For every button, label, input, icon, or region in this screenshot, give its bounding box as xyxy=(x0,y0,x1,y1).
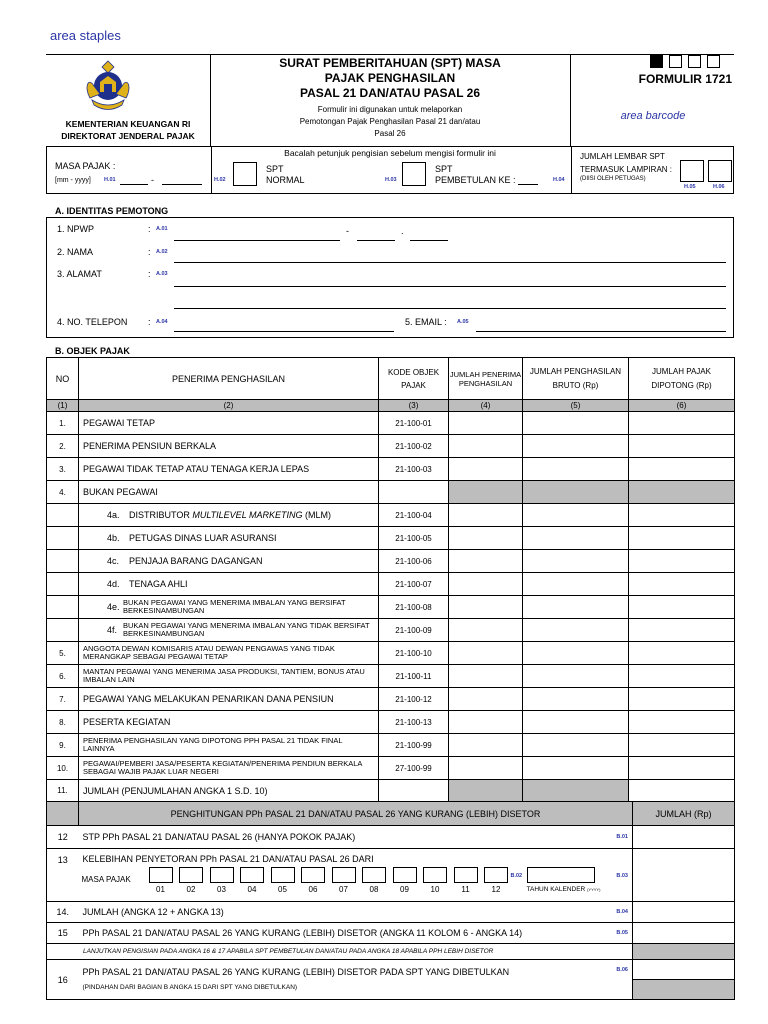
jumlah-penerima-cell[interactable] xyxy=(449,711,523,734)
row-label xyxy=(79,711,379,734)
row-label-text: BUKAN PEGAWAI xyxy=(83,487,158,497)
dipotong-cell[interactable] xyxy=(629,458,735,481)
pembetulan-ke-field[interactable] xyxy=(518,184,538,185)
row-kode: 21-100-09 xyxy=(379,619,449,642)
form-description-3: Pasal 26 xyxy=(374,129,406,138)
row-kode: 21-100-05 xyxy=(379,527,449,550)
row-label-text: PEGAWAI/PEMBERI JASA/PESERTA KEGIATAN/PENERIMA PENDIUN BERKALA SEBAGAI WAJIB PAJAK LUAR NEGERI xyxy=(83,759,362,776)
dipotong-cell xyxy=(629,481,735,504)
table-row xyxy=(47,527,735,550)
code-h04: H.04 xyxy=(553,177,565,183)
row-12-no: 12 xyxy=(47,826,79,849)
table-row xyxy=(47,734,735,757)
jumlah-penerima-cell[interactable] xyxy=(449,573,523,596)
row-label xyxy=(79,619,379,642)
row-label-text: ANGGOTA DEWAN KOMISARIS ATAU DEWAN PENGAWAS YANG TIDAK MERANGKAP SEBAGAI PEGAWAI TETAP xyxy=(83,644,335,661)
code-a04: A.04 xyxy=(156,319,168,325)
spt-normal-checkbox[interactable] xyxy=(233,162,257,186)
header-dipotong: JUMLAH PAJAK DIPOTONG (Rp) xyxy=(629,358,735,400)
row-12-amount[interactable] xyxy=(633,826,735,849)
row-no: 2. xyxy=(47,435,79,458)
table-row xyxy=(47,412,735,435)
row-label xyxy=(79,688,379,711)
dipotong-cell[interactable] xyxy=(629,688,735,711)
row-label xyxy=(79,757,379,780)
row-13-no: 13 xyxy=(47,849,79,902)
row-sub-no: 4e. xyxy=(107,602,120,612)
month-checkbox-08[interactable] xyxy=(362,867,386,883)
dipotong-cell[interactable] xyxy=(629,435,735,458)
dipotong-cell[interactable] xyxy=(629,734,735,757)
bruto-cell[interactable] xyxy=(523,642,629,665)
dipotong-cell[interactable] xyxy=(629,504,735,527)
table-row xyxy=(47,757,735,780)
row-kode: 21-100-04 xyxy=(379,504,449,527)
row-label-text: BUKAN PEGAWAI YANG MENERIMA IMBALAN YANG BERSIFAT BERKESINAMBUNGAN xyxy=(123,598,346,615)
header-jumlah-penerima: JUMLAH PENERIMA PENGHASILAN xyxy=(449,358,523,400)
row-kode: 21-100-06 xyxy=(379,550,449,573)
jumlah-lembar-label-2: TERMASUK LAMPIRAN : xyxy=(580,165,673,174)
month-label: 09 xyxy=(400,885,409,894)
spt-normal-label-1: SPT xyxy=(266,164,284,174)
row-kode xyxy=(379,481,449,504)
bruto-cell[interactable] xyxy=(523,573,629,596)
row-label-text: TENAGA AHLI xyxy=(129,579,188,589)
jumlah-penerima-cell[interactable] xyxy=(449,504,523,527)
month-checkbox-09[interactable] xyxy=(393,867,417,883)
nama-colon: : xyxy=(148,247,151,257)
column-number-5: (5) xyxy=(523,400,629,412)
ministry-name: KEMENTERIAN KEUANGAN RI xyxy=(65,119,191,129)
page-marker-box xyxy=(688,55,701,68)
row-no: 3. xyxy=(47,458,79,481)
row-label xyxy=(79,665,379,688)
month-checkbox-06[interactable] xyxy=(301,867,325,883)
jumlah-penerima-cell[interactable] xyxy=(449,757,523,780)
row-sub-no: 4a. xyxy=(107,510,120,520)
jumlah-lembar-box-1[interactable] xyxy=(680,160,704,182)
jumlah-penerima-cell[interactable] xyxy=(449,596,523,619)
bruto-cell[interactable] xyxy=(523,665,629,688)
npwp-field-branch[interactable] xyxy=(357,240,395,241)
month-label: 02 xyxy=(186,885,196,894)
month-label: 03 xyxy=(217,885,226,894)
month-label: 06 xyxy=(308,885,318,894)
alamat-colon: : xyxy=(148,269,151,279)
dipotong-cell[interactable] xyxy=(629,711,735,734)
row-label-italic: MULTILEVEL MARKETING xyxy=(192,510,303,520)
bruto-cell[interactable] xyxy=(523,711,629,734)
row-label-text: PEGAWAI TIDAK TETAP ATAU TENAGA KERJA LEPAS xyxy=(83,464,310,474)
row-label xyxy=(79,412,379,435)
row-label xyxy=(79,780,379,802)
row-no: 7. xyxy=(47,688,79,711)
row-no xyxy=(47,504,79,527)
table-row xyxy=(47,596,735,619)
code-h01: H.01 xyxy=(104,177,116,183)
row-kode: 21-100-02 xyxy=(379,435,449,458)
header-no: NO xyxy=(47,358,79,400)
month-label: 08 xyxy=(369,885,379,894)
bruto-cell[interactable] xyxy=(523,458,629,481)
row-13-amount[interactable] xyxy=(633,849,735,902)
dipotong-cell[interactable] xyxy=(629,596,735,619)
npwp-dot: . xyxy=(401,226,404,236)
formulir-number: FORMULIR 1721 xyxy=(638,72,732,86)
row-no xyxy=(47,573,79,596)
row-label xyxy=(79,458,379,481)
npwp-field-suffix[interactable] xyxy=(410,240,448,241)
spt-normal-label-2: NORMAL xyxy=(266,175,305,185)
telepon-label: 4. NO. TELEPON xyxy=(57,317,128,327)
row-label xyxy=(79,527,379,550)
column-number-2: (2) xyxy=(79,400,379,412)
row-15-amount[interactable] xyxy=(633,923,735,944)
row-label-post: (MLM) xyxy=(302,510,332,520)
code-h03: H.03 xyxy=(385,177,397,183)
row-14-amount[interactable] xyxy=(633,902,735,923)
jumlah-penerima-cell[interactable] xyxy=(449,412,523,435)
row-kode: 21-100-11 xyxy=(379,665,449,688)
row-14-label: JUMLAH (ANGKA 12 + ANGKA 13) xyxy=(82,907,224,917)
directorate-name: DIREKTORAT JENDERAL PAJAK xyxy=(61,131,195,141)
row-kode: 21-100-03 xyxy=(379,458,449,481)
month-label: 04 xyxy=(247,885,257,894)
row-kode: 21-100-13 xyxy=(379,711,449,734)
row-label-text: BUKAN PEGAWAI YANG MENERIMA IMBALAN YANG TIDAK BERSIFAT BERKESINAMBUNGAN xyxy=(123,621,370,638)
bruto-cell[interactable] xyxy=(523,688,629,711)
yyyy-label: (YYYY) xyxy=(587,887,601,892)
month-label: 12 xyxy=(491,885,501,894)
jumlah-lembar-label-1: JUMLAH LEMBAR SPT xyxy=(580,152,665,161)
table-row xyxy=(47,458,735,481)
row-label-text: PENJAJA BARANG DAGANGAN xyxy=(129,556,263,566)
bruto-cell[interactable] xyxy=(523,504,629,527)
row-kode: 21-100-10 xyxy=(379,642,449,665)
area-barcode-label: area barcode xyxy=(620,110,686,122)
jumlah-penerima-cell[interactable] xyxy=(449,734,523,757)
page-marker-filled xyxy=(650,55,663,68)
column-number-3: (3) xyxy=(379,400,449,412)
jumlah-penerima-cell[interactable] xyxy=(449,435,523,458)
code-b01: B.01 xyxy=(616,834,628,840)
jumlah-penerima-cell[interactable] xyxy=(449,665,523,688)
dipotong-cell[interactable] xyxy=(629,642,735,665)
spt-pembetulan-label-1: SPT xyxy=(435,164,453,174)
section-a-title: A. IDENTITAS PEMOTONG xyxy=(55,206,169,216)
table-row xyxy=(47,573,735,596)
row-label xyxy=(79,550,379,573)
dipotong-cell[interactable] xyxy=(629,619,735,642)
row-sub-no: 4f. xyxy=(107,625,118,635)
masa-pajak-label: MASA PAJAK : xyxy=(55,161,116,171)
row-label xyxy=(79,481,379,504)
row-no xyxy=(47,527,79,550)
form-description-2: Pemotongan Pajak Penghasilan Pasal 21 dan/atau xyxy=(299,117,481,126)
diisi-petugas-label: (DIISI OLEH PETUGAS) xyxy=(580,176,646,182)
month-checkbox-05[interactable] xyxy=(271,867,295,883)
row-sub-no: 4c. xyxy=(107,556,120,566)
table-row xyxy=(47,481,735,504)
masa-dash: - xyxy=(151,175,154,185)
code-a02: A.02 xyxy=(156,249,168,255)
column-number-4: (4) xyxy=(449,400,523,412)
row-kode: 21-100-12 xyxy=(379,688,449,711)
table-row xyxy=(47,688,735,711)
nama-field[interactable] xyxy=(174,262,726,263)
row-kode: 21-100-08 xyxy=(379,596,449,619)
row-no: 4. xyxy=(47,481,79,504)
tahun-kalender-field[interactable] xyxy=(527,867,595,883)
column-number-1: (1) xyxy=(47,400,79,412)
dipotong-cell[interactable] xyxy=(629,573,735,596)
row-14-no: 14. xyxy=(47,902,79,923)
jumlah-penerima-cell[interactable] xyxy=(449,550,523,573)
month-checkbox-10[interactable] xyxy=(423,867,447,883)
jumlah-penerima-cell[interactable] xyxy=(449,642,523,665)
code-b06: B.06 xyxy=(616,967,628,973)
row-13-label: KELEBIHAN PENYETORAN PPh PASAL 21 DAN/ATAU PASAL 26 DARI xyxy=(82,854,374,864)
dipotong-cell[interactable] xyxy=(629,665,735,688)
row-16-no: 16 xyxy=(47,960,79,1000)
code-h06: H.06 xyxy=(713,184,725,190)
bruto-cell[interactable] xyxy=(523,527,629,550)
npwp-field-main[interactable] xyxy=(174,240,340,241)
code-b04: B.04 xyxy=(616,909,628,915)
bruto-cell[interactable] xyxy=(523,734,629,757)
header-kode: KODE OBJEK PAJAK xyxy=(379,358,449,400)
month-label: 05 xyxy=(278,885,287,894)
row-16-sub: (PINDAHAN DARI BAGIAN B ANGKA 15 DARI SPT YANG DIBETULKAN) xyxy=(82,984,298,991)
form-title-line2: PAJAK PENGHASILAN xyxy=(324,71,456,85)
row-no xyxy=(47,596,79,619)
perhitungan-jumlah-header: JUMLAH (Rp) xyxy=(633,802,735,826)
masa-month-field[interactable] xyxy=(120,184,148,185)
row-label-text: PETUGAS DINAS LUAR ASURANSI xyxy=(129,533,277,543)
code-a03: A.03 xyxy=(156,271,168,277)
month-checkbox-01[interactable] xyxy=(149,867,173,883)
month-checkbox-12[interactable] xyxy=(484,867,508,883)
column-number-6: (6) xyxy=(629,400,735,412)
lanjutkan-note: LANJUTKAN PENGISIAN PADA ANGKA 16 & 17 APABILA SPT PEMBETULAN DAN/ATAU PADA ANGKA 18 APABILA PPH LEBIH DISETOR xyxy=(47,944,633,960)
code-b05: B.05 xyxy=(616,930,628,936)
alamat-field-line1[interactable] xyxy=(174,286,726,287)
dipotong-cell[interactable] xyxy=(629,550,735,573)
month-label: 07 xyxy=(339,885,348,894)
table-row xyxy=(47,619,735,642)
alamat-field-line2[interactable] xyxy=(174,308,726,309)
row-label-text: PESERTA KEGIATAN xyxy=(83,717,171,727)
dipotong-cell[interactable] xyxy=(629,757,735,780)
npwp-dash: - xyxy=(346,226,349,236)
month-checkbox-02[interactable] xyxy=(179,867,203,883)
row-kode: 27-100-99 xyxy=(379,757,449,780)
table-row xyxy=(47,711,735,734)
spt-pembetulan-checkbox[interactable] xyxy=(402,162,426,186)
row-13-masa-pajak-label: MASA PAJAK xyxy=(81,875,131,884)
email-label: 5. EMAIL : xyxy=(405,317,447,327)
code-b02: B.02 xyxy=(510,873,523,879)
month-checkbox-07[interactable] xyxy=(332,867,356,883)
row-label xyxy=(79,596,379,619)
instruction-text: Bacalah petunjuk pengisian sebelum mengisi formulir ini xyxy=(284,148,496,158)
bruto-cell xyxy=(523,780,629,802)
row-no: 1. xyxy=(47,412,79,435)
perhitungan-title: PENGHITUNGAN PPh PASAL 21 DAN/ATAU PASAL 26 YANG KURANG (LEBIH) DISETOR xyxy=(79,802,633,826)
code-b03: B.03 xyxy=(616,873,628,879)
row-label xyxy=(79,573,379,596)
row-no: 5. xyxy=(47,642,79,665)
month-label: 10 xyxy=(430,885,440,894)
row-label-text: PENERIMA PENSIUN BERKALA xyxy=(83,441,217,451)
header-bruto: JUMLAH PENGHASILAN BRUTO (Rp) xyxy=(523,358,629,400)
table-row xyxy=(47,435,735,458)
table-row xyxy=(47,504,735,527)
month-label: 01 xyxy=(156,885,165,894)
row-label xyxy=(79,734,379,757)
row-no xyxy=(47,619,79,642)
jumlah-lembar-box-2[interactable] xyxy=(708,160,732,182)
jumlah-penerima-cell[interactable] xyxy=(449,688,523,711)
row-label-text: JUMLAH (PENJUMLAHAN ANGKA 1 S.D. 10) xyxy=(83,785,268,796)
jumlah-penerima-cell[interactable] xyxy=(449,527,523,550)
form-title-line3: PASAL 21 DAN/ATAU PASAL 26 xyxy=(299,86,481,100)
month-checkbox-04[interactable] xyxy=(240,867,264,883)
row-16-amount[interactable] xyxy=(633,960,734,980)
code-a05: A.05 xyxy=(457,319,469,325)
nama-label: 2. NAMA xyxy=(57,247,94,257)
page-marker-box xyxy=(669,55,682,68)
dipotong-cell[interactable] xyxy=(629,527,735,550)
row-kode xyxy=(379,780,449,802)
row-label-text: MANTAN PEGAWAI YANG MENERIMA JASA PRODUKSI, TANTIEM, BONUS ATAU IMBALAN LAIN xyxy=(83,667,365,684)
row-kode: 21-100-99 xyxy=(379,734,449,757)
table-row xyxy=(47,665,735,688)
objek-pajak-table xyxy=(46,357,735,802)
row-15-label: PPh PASAL 21 DAN/ATAU PASAL 26 YANG KURANG (LEBIH) DISETOR (ANGKA 11 KOLOM 6 - ANGKA 14) xyxy=(82,928,523,938)
email-field[interactable] xyxy=(476,331,726,332)
telepon-colon: : xyxy=(148,317,151,327)
row-16-label: PPh PASAL 21 DAN/ATAU PASAL 26 YANG KURANG (LEBIH) DISETOR PADA SPT YANG DIBETULKAN xyxy=(82,967,510,977)
month-boxes xyxy=(149,867,589,897)
perhitungan-table xyxy=(46,801,735,1000)
row-kode: 21-100-01 xyxy=(379,412,449,435)
row-15-no: 15 xyxy=(47,923,79,944)
row-label-text xyxy=(129,510,331,520)
bruto-cell[interactable] xyxy=(523,550,629,573)
table-row xyxy=(47,642,735,665)
row-kode: 21-100-07 xyxy=(379,573,449,596)
dipotong-cell[interactable] xyxy=(629,412,735,435)
code-a01: A.01 xyxy=(156,226,168,232)
section-b-title: B. OBJEK PAJAK xyxy=(55,346,130,356)
ministry-emblem-icon xyxy=(78,58,138,114)
table-row xyxy=(47,550,735,573)
month-label: 11 xyxy=(461,885,470,894)
header-penerima: PENERIMA PENGHASILAN xyxy=(79,358,379,400)
row-label-pre: DISTRIBUTOR xyxy=(129,510,193,520)
code-h02: H.02 xyxy=(214,177,226,183)
jumlah-penerima-cell[interactable] xyxy=(449,458,523,481)
row-label-text: PENERIMA PENGHASILAN YANG DIPOTONG PPH PASAL 21 TIDAK FINAL LAINNYA xyxy=(83,736,343,753)
form-title-line1: SURAT PEMBERITAHUAN (SPT) MASA xyxy=(279,56,501,70)
month-checkbox-03[interactable] xyxy=(210,867,234,883)
bruto-cell xyxy=(523,481,629,504)
bruto-cell[interactable] xyxy=(523,619,629,642)
area-staples-label: area staples xyxy=(50,28,121,43)
masa-pajak-format: [mm - yyyy] xyxy=(55,177,91,184)
row-no: 10. xyxy=(47,757,79,780)
form-description-1: Formulir ini digunakan untuk melaporkan xyxy=(317,105,463,114)
jumlah-penerima-cell[interactable] xyxy=(449,619,523,642)
bruto-cell[interactable] xyxy=(523,435,629,458)
dipotong-cell[interactable] xyxy=(629,780,735,802)
row-no: 11. xyxy=(47,780,79,802)
month-checkbox-11[interactable] xyxy=(454,867,478,883)
row-no: 8. xyxy=(47,711,79,734)
bruto-cell[interactable] xyxy=(523,412,629,435)
code-h05: H.05 xyxy=(684,184,696,190)
jumlah-penerima-cell xyxy=(449,481,523,504)
row-sub-no: 4b. xyxy=(107,533,120,543)
jumlah-penerima-cell xyxy=(449,780,523,802)
row-no: 9. xyxy=(47,734,79,757)
row-sub-no: 4d. xyxy=(107,579,120,589)
npwp-label: 1. NPWP xyxy=(57,224,95,234)
spt-pembetulan-label-2: PEMBETULAN KE : xyxy=(435,175,516,185)
row-no: 6. xyxy=(47,665,79,688)
row-label xyxy=(79,642,379,665)
telepon-field[interactable] xyxy=(174,331,394,332)
row-label-text: PEGAWAI YANG MELAKUKAN PENARIKAN DANA PENSIUN xyxy=(83,694,334,704)
npwp-colon: : xyxy=(148,224,151,234)
page-marker-box xyxy=(707,55,720,68)
bruto-cell[interactable] xyxy=(523,596,629,619)
table-row xyxy=(47,780,735,802)
row-no xyxy=(47,550,79,573)
tahun-kalender-label: TAHUN KALENDER xyxy=(526,886,586,893)
masa-year-field[interactable] xyxy=(162,184,202,185)
bruto-cell[interactable] xyxy=(523,757,629,780)
alamat-label: 3. ALAMAT xyxy=(57,269,102,279)
row-label xyxy=(79,435,379,458)
row-label-text: PEGAWAI TETAP xyxy=(83,418,156,428)
row-12-label: STP PPh PASAL 21 DAN/ATAU PASAL 26 (HANYA POKOK PAJAK) xyxy=(82,832,356,842)
row-label xyxy=(79,504,379,527)
